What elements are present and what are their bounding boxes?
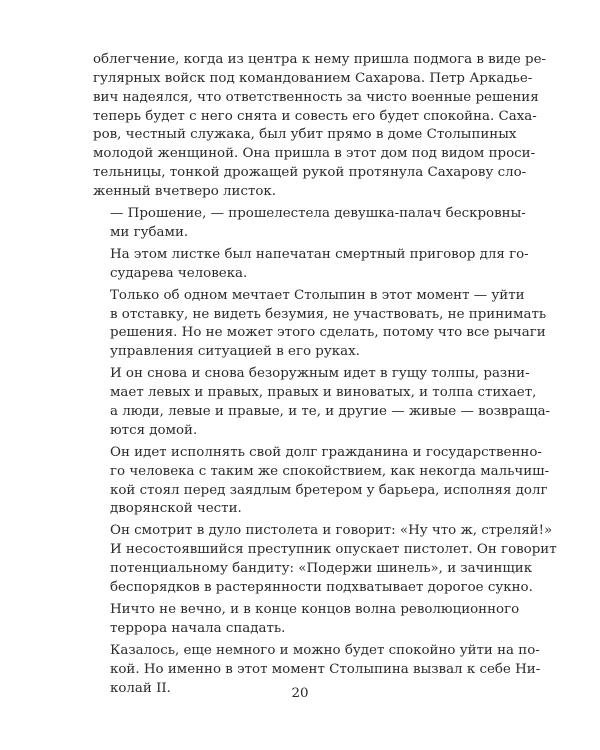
text-line: сударева человека. — [110, 265, 248, 281]
text-line: женный вчетверо листок. — [93, 183, 277, 199]
text-line: На этом листке был напечатан смертный приговор для го- — [110, 246, 529, 262]
text-line: ются домой. — [110, 422, 198, 438]
paragraph — [93, 601, 520, 639]
text-line: теперь будет с него снята и совесть его будет спокойна. Саха- — [93, 108, 537, 124]
text-line: решения. Но не может этого сделать, потому что все рычаги — [110, 325, 546, 341]
paragraph — [93, 51, 547, 202]
text-line: гулярных войск под командованием Сахарова. Петр Аркадье- — [93, 70, 533, 86]
paragraph — [93, 246, 529, 284]
text-line: Ничто не вечно, и в конце концов волна революционного — [110, 601, 520, 617]
text-line: молодой женщиной. Она пришла в этот дом под видом проси- — [93, 146, 536, 162]
text-line: вич надеялся, что ответственность за чисто военные решения — [93, 89, 539, 105]
text-line: в отставку, не видеть безумия, не участвовать, не принимать — [110, 306, 547, 322]
text-line: И несостоявшийся преступник опускает пистолет. Он говорит — [110, 542, 557, 558]
text-line: тельницы, тонкой дрожащей рукой протянула Сахарову сло- — [93, 165, 527, 181]
paragraph — [93, 287, 547, 362]
paragraph — [93, 522, 557, 597]
text-line: мает левых и правых, правых и виноватых, и толпа стихает, — [110, 385, 537, 401]
text-line: Он идет исполнять свой долг гражданина и государственно- — [110, 444, 542, 460]
text-line: ми губами. — [110, 224, 189, 240]
text-line: — Прошение, — прошелестела девушка-палач бескровны- — [110, 205, 526, 221]
text-line: Казалось, еще немного и можно будет спокойно уйти на по- — [110, 642, 540, 658]
text-line: го человека с таким же спокойствием, как некогда мальчиш- — [110, 463, 550, 479]
paragraph — [93, 205, 526, 243]
text-line: Он смотрит в дуло пистолета и говорит: «Ну что ж, стреляй!» — [110, 523, 553, 539]
text-line: управления ситуацией в его руках. — [110, 344, 360, 360]
paragraph — [93, 365, 551, 440]
text-line: беспорядков в растерянности подхватывает дорогое сукно. — [110, 579, 533, 595]
paragraph — [93, 444, 550, 519]
text-line: ров, честный служака, был убит прямо в доме Столыпиных — [93, 127, 517, 143]
text-line: кой. Но именно в этот момент Столыпина вызвал к себе Ни- — [110, 661, 541, 677]
text-line: а люди, левые и правые, и те, и другие — живые — возвраща- — [110, 403, 551, 419]
text-line: Только об одном мечтает Столыпин в этот момент — уйти — [110, 287, 525, 303]
text-line: кой стоял перед заядлым бретером у барьера, исполняя долг — [110, 482, 548, 498]
text-line: облегчение, когда из центра к нему пришла подмога в виде ре- — [93, 52, 547, 67]
text-line: потенциальному бандиту: «Подержи шинель», и зачинщик — [110, 561, 533, 577]
text-line: террора начала спадать. — [110, 620, 286, 636]
text-line: дворянской чести. — [110, 501, 242, 517]
page-number: 20 — [291, 686, 309, 701]
page-body — [93, 51, 557, 698]
text-line: колай II. — [110, 680, 171, 696]
text-line: И он снова и снова безоружным идет в гущу толпы, разни- — [110, 366, 530, 382]
